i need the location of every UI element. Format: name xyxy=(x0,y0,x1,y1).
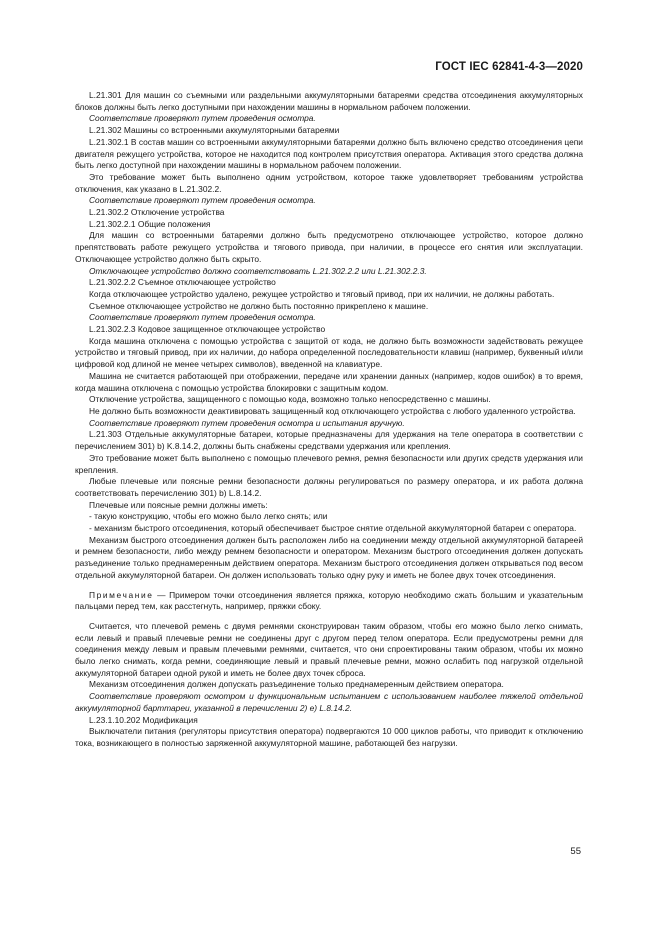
paragraph: Плечевые или поясные ремни должны иметь: xyxy=(89,499,268,510)
paragraph: L.23.1.10.202 Модификация xyxy=(89,714,198,725)
paragraph: Это требование может быть выполнено с помощью плечевого ремня, ремня безопасности или других средств удержания или крепления. xyxy=(75,452,583,475)
paragraph: Когда машина отключена с помощью устройства с защитой от кода, не должно быть возможности задействовать режущее устройство и тяговый привод, при их наличии, до набора определенной последовательности клавиш (например, буквенный и/или цифровой код длиной не менее четырех символов), введенной на клавиатуре. xyxy=(75,335,583,370)
paragraph: L.21.302.2 Отключение устройства xyxy=(89,207,225,218)
paragraph: L.21.302.2.2 Съемное отключающее устройство xyxy=(89,277,276,288)
paragraph: Когда отключающее устройство удалено, режущее устройство и тяговый привод, при их наличии, не должны работать. xyxy=(89,288,555,299)
note-paragraph xyxy=(75,590,583,613)
paragraph: L.21.302.1 В состав машин со встроенными аккумуляторными батареями должно быть включено средство отсоединения цепи двигателя режущего устройства, которое не находится под контролем присутствия оператора. Активация этого средства должна быть легко доступной при нахождении машины в нормальном рабочем положении. xyxy=(75,136,583,171)
paragraph: Механизм быстрого отсоединения должен быть расположен либо на соединении между отдельной аккумуляторной батареей и ремнем безопасности, либо между ремнем безопасности и оператором. Механизм быстрого отсоединения должен допускать разъединение только преднамеренным действием оператора. Механизм быстрого отсоединения должен открываться под весом отдельной аккумуляторной батареи. Он должен использовать только одну руку и иметь не более двух точек отсоединения. xyxy=(75,534,583,580)
list-item: - такую конструкцию, чтобы его можно было легко снять; или xyxy=(89,511,328,522)
note-text: — Примером точки отсоединения является пряжка, которую необходимо сжать большим и указательным пальцами перед тем, как расстегнуть, например, пряжки сбоку. xyxy=(75,589,583,612)
conformity-statement: Соответствие проверяют путем проведения осмотра. xyxy=(89,195,316,206)
paragraph: L.21.302.2.1 Общие положения xyxy=(89,218,211,229)
note-label: Примечание xyxy=(89,589,154,600)
conformity-statement: Соответствие проверяют осмотром и функциональным испытанием с использованием наиболее тяжелой отдельной аккумуляторной барттареи, указанной в перечислении 2) е) L.8.14.2. xyxy=(75,691,583,713)
paragraph: Не должно быть возможности деактивировать защищенный код отключающего устройства с любого удаленного устройства. xyxy=(89,405,576,416)
list-item: - механизм быстрого отсоединения, который обеспечивает быстрое снятие отдельной аккумуляторной батареи с оператора. xyxy=(89,523,577,534)
paragraph: L.21.303 Отдельные аккумуляторные батареи, которые предназначены для удержания на теле оператора в соответствии с перечислением 301) b) K.8.14.2, должны быть снабжены средствами удержания или крепления. xyxy=(75,429,583,452)
paragraph: Для машин со встроенными батареями должно быть предусмотрено отключающее устройство, которое должно препятствовать работе режущего устройства и тягового привода, при наличии, в процессе его снятия или эксплуатации. Отключающее устройство должно быть скрыто. xyxy=(75,230,583,264)
paragraph: L.21.302.2.3 Кодовое защищенное отключающее устройство xyxy=(89,324,326,335)
paragraph: Любые плечевые или поясные ремни безопасности должны регулироваться по размеру оператора, и их работа должна соответствовать перечислению 301) b) L.8.14.2. xyxy=(75,476,583,498)
paragraph: Съемное отключающее устройство не должно быть постоянно прикреплено к машине. xyxy=(89,300,429,311)
paragraph: Машина не считается работающей при отображении, передаче или хранении данных (например, кодов ошибок) в то время, когда машина отключена с помощью устройства блокировки с защитным кодом. xyxy=(75,370,583,393)
conformity-statement: Соответствие проверяют путем проведения осмотра и испытания вручную. xyxy=(89,417,405,428)
conformity-statement: Соответствие проверяют путем проведения осмотра. xyxy=(89,113,316,124)
paragraph: Считается, что плечевой ремень с двумя ремнями сконструирован таким образом, чтобы его можно было легко снимать, если левый и правый плечевые ремни не соединены друг с другом перед телом оператора. Если предусмотрены ремни для соединения между левым и правым плечевыми ремнями, считается, что они спроектированы таким образом, чтобы их можно было легко снимать, когда ремни, соединяющие левый и правый плечевые ремни, можно ослабить под нагрузкой отдельной аккумуляторной батареи одной рукой и иметь не более двух точек сброса. xyxy=(75,620,583,678)
document-body xyxy=(75,90,583,750)
standard-header: ГОСТ IEC 62841-4-3—2020 xyxy=(435,61,583,73)
paragraph: Выключатели питания (регуляторы присутствия оператора) подвергаются 10 000 циклов работы, что приводит к отключению тока, возникающего в полностью заряженной аккумуляторной машине, работающей без нагрузки. xyxy=(75,726,583,748)
paragraph: L.21.302 Машины со встроенными аккумуляторными батареями xyxy=(89,125,340,136)
paragraph: Это требование может быть выполнено одним устройством, которое также удовлетворяет требованиям устройства отключения, как указано в L.21.302.2. xyxy=(75,171,583,194)
paragraph: Отключение устройства, защищенного с помощью кода, возможно только непосредственно с машины. xyxy=(89,394,491,405)
conformity-statement: Отключающее устройство должно соответствовать L.21.302.2.2 или L.21.302.2.3. xyxy=(89,265,427,276)
paragraph: L.21.301 Для машин со съемными или раздельными аккумуляторными батареями средства отсоединения аккумуляторных блоков должны быть легко доступными при нахождении машины в нормальном рабочем положении. xyxy=(75,90,583,112)
paragraph: Механизм отсоединения должен допускать разъединение только преднамеренным действием оператора. xyxy=(89,679,504,690)
page-number: 55 xyxy=(570,846,581,857)
conformity-statement: Соответствие проверяют путем проведения осмотра. xyxy=(89,312,316,323)
